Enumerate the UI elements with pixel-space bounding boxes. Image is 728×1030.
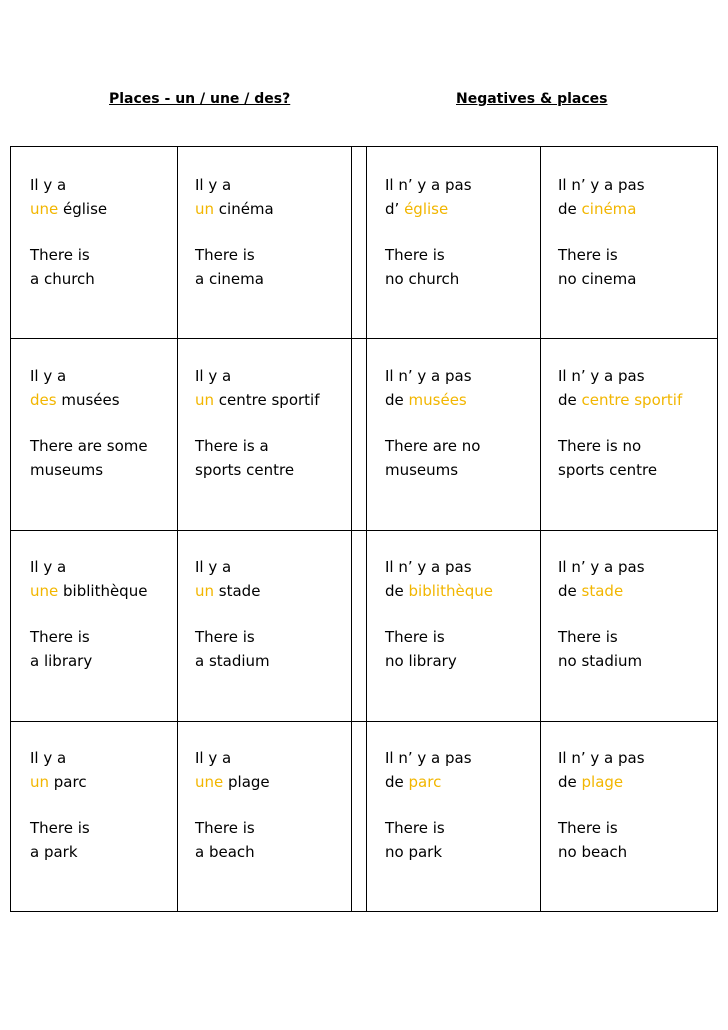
noun: plage — [581, 772, 624, 791]
english-noun: no stadium — [558, 651, 643, 670]
french-noun-line — [558, 389, 682, 413]
article: une — [30, 199, 59, 218]
card-negative — [385, 747, 472, 864]
english-phrase: There is — [558, 819, 618, 837]
article: des — [30, 390, 57, 409]
noun: biblithèque — [408, 581, 493, 600]
english-phrase: There is — [385, 246, 445, 264]
french-phrase: Il n’ y a pas — [385, 176, 472, 194]
noun: cinéma — [581, 199, 637, 218]
french-phrase: Il y a — [30, 749, 67, 767]
french-phrase: Il n’ y a pas — [385, 749, 472, 767]
noun: stade — [214, 581, 261, 600]
preposition: de — [385, 581, 409, 600]
english-noun: no beach — [558, 842, 628, 861]
preposition: de — [558, 772, 582, 791]
english-phrase: There is — [30, 819, 90, 837]
card-negative — [558, 747, 645, 864]
english-phrase: There are some — [30, 437, 148, 455]
card-positive — [195, 365, 320, 482]
french-phrase: Il n’ y a pas — [558, 558, 645, 576]
french-phrase: Il n’ y a pas — [558, 176, 645, 194]
english-noun: a church — [30, 269, 95, 288]
french-noun-line — [195, 771, 270, 795]
preposition: de — [558, 581, 582, 600]
english-noun: a cinema — [195, 269, 264, 288]
english-phrase: There is — [385, 819, 445, 837]
french-phrase: Il y a — [30, 176, 67, 194]
french-noun-line — [30, 389, 148, 413]
card-positive — [30, 174, 107, 291]
heading-negatives-places: Negatives & places — [456, 91, 608, 107]
english-phrase: There is no — [558, 437, 642, 455]
french-noun-line — [385, 771, 472, 795]
column-divider — [351, 147, 352, 911]
french-noun-line — [30, 580, 147, 604]
french-noun-line — [195, 389, 320, 413]
row-divider — [11, 530, 717, 531]
french-noun-line — [558, 580, 645, 604]
english-noun: a park — [30, 842, 78, 861]
english-phrase: There is — [195, 819, 255, 837]
card-negative — [385, 365, 480, 482]
english-phrase: There are no — [385, 437, 481, 455]
english-phrase: There is — [558, 628, 618, 646]
article: un — [195, 199, 215, 218]
french-phrase: Il n’ y a pas — [558, 749, 645, 767]
vocab-grid — [10, 146, 718, 912]
english-noun: museums — [385, 460, 459, 479]
card-positive — [30, 556, 147, 673]
french-phrase: Il n’ y a pas — [558, 367, 645, 385]
english-noun: a beach — [195, 842, 255, 861]
card-positive — [30, 365, 148, 482]
french-noun-line — [385, 580, 493, 604]
noun: parc — [408, 772, 442, 791]
preposition: de — [558, 390, 582, 409]
article: une — [30, 581, 59, 600]
french-phrase: Il y a — [30, 558, 67, 576]
preposition: d’ — [385, 199, 405, 218]
card-negative — [558, 365, 682, 482]
french-phrase: Il y a — [195, 176, 232, 194]
noun: parc — [49, 772, 87, 791]
french-phrase: Il y a — [195, 749, 232, 767]
noun: église — [58, 199, 108, 218]
english-noun: no park — [385, 842, 443, 861]
english-noun: sports centre — [558, 460, 658, 479]
noun: centre sportif — [581, 390, 683, 409]
english-phrase: There is — [195, 246, 255, 264]
french-noun-line — [195, 198, 274, 222]
english-phrase: There is — [195, 628, 255, 646]
french-noun-line — [30, 771, 90, 795]
french-noun-line — [195, 580, 270, 604]
english-phrase: There is a — [195, 437, 269, 455]
article: un — [30, 772, 50, 791]
heading-places-articles: Places - un / une / des? — [109, 91, 291, 107]
english-noun: a stadium — [195, 651, 270, 670]
english-noun: no cinema — [558, 269, 637, 288]
english-noun: no church — [385, 269, 460, 288]
preposition: de — [558, 199, 582, 218]
english-phrase: There is — [30, 628, 90, 646]
english-phrase: There is — [558, 246, 618, 264]
english-phrase: There is — [30, 246, 90, 264]
french-noun-line — [385, 198, 472, 222]
french-phrase: Il y a — [195, 558, 232, 576]
card-positive — [195, 556, 270, 673]
card-negative — [385, 174, 472, 291]
article: une — [195, 772, 224, 791]
english-noun: no library — [385, 651, 457, 670]
card-negative — [558, 174, 645, 291]
card-positive — [195, 747, 270, 864]
column-divider — [366, 147, 367, 911]
row-divider — [11, 338, 717, 339]
card-positive — [30, 747, 90, 864]
card-positive — [195, 174, 274, 291]
french-noun-line — [385, 389, 480, 413]
article: un — [195, 390, 215, 409]
article: un — [195, 581, 215, 600]
noun: plage — [223, 772, 270, 791]
french-phrase: Il n’ y a pas — [385, 558, 472, 576]
noun: église — [404, 199, 449, 218]
english-noun: sports centre — [195, 460, 295, 479]
card-negative — [558, 556, 645, 673]
french-noun-line — [30, 198, 107, 222]
french-noun-line — [558, 771, 645, 795]
english-phrase: There is — [385, 628, 445, 646]
noun: stade — [581, 581, 624, 600]
preposition: de — [385, 390, 409, 409]
english-noun: a library — [30, 651, 93, 670]
noun: biblithèque — [58, 581, 148, 600]
english-noun: museums — [30, 460, 104, 479]
column-divider — [540, 147, 541, 911]
french-phrase: Il y a — [195, 367, 232, 385]
noun: cinéma — [214, 199, 274, 218]
french-noun-line — [558, 198, 645, 222]
noun: centre sportif — [214, 390, 320, 409]
preposition: de — [385, 772, 409, 791]
noun: musées — [56, 390, 120, 409]
noun: musées — [408, 390, 467, 409]
french-phrase: Il n’ y a pas — [385, 367, 472, 385]
card-negative — [385, 556, 493, 673]
french-phrase: Il y a — [30, 367, 67, 385]
row-divider — [11, 721, 717, 722]
column-divider — [177, 147, 178, 911]
